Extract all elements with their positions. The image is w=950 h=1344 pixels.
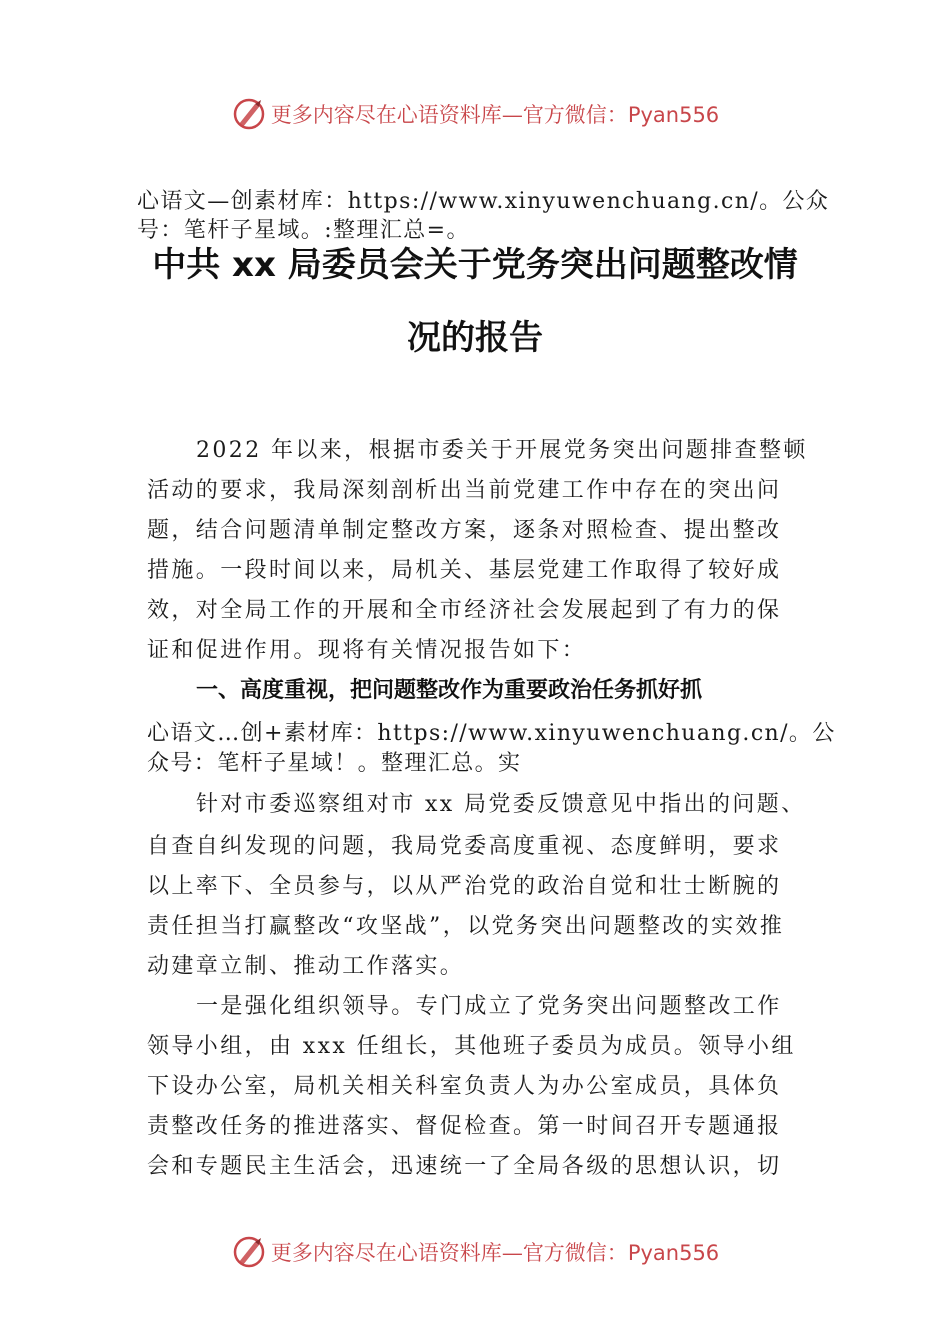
watermark-line: 号：笔杆子星域。:整理汇总=。 <box>137 218 470 243</box>
banner-wechat-id: Pyan556 <box>627 103 720 127</box>
paragraph-line: 活动的要求，我局深刻剖析出当前党建工作中存在的突出问 <box>147 478 782 503</box>
watermark-line: 心语文—创素材库：https://www.xinyuwenchuang.cn/。公众 <box>137 189 830 214</box>
paragraph-line: 动建章立制、推动工作落实。 <box>147 954 465 979</box>
watermark-line: 众号：笔杆子星域！。整理汇总。实 <box>147 751 522 776</box>
paragraph-line: 领导小组，由 xxx 任组长，其他班子委员为成员。领导小组 <box>147 1034 796 1059</box>
paragraph-line: 一是强化组织领导。专门成立了党务突出问题整改工作 <box>196 994 782 1019</box>
banner-dash: — <box>501 1241 523 1265</box>
paragraph-line: 下设办公室，局机关相关科室负责人为办公室成员，具体负 <box>147 1074 782 1099</box>
banner-wechat-id: Pyan556 <box>627 1241 720 1265</box>
banner-main-text: 更多内容尽在心语资料库 <box>270 103 502 127</box>
banner-text <box>271 1237 719 1267</box>
banner-official-label: 官方微信： <box>522 103 628 127</box>
paragraph-line: 以上率下、全员参与，以从严治党的政治自觉和壮士断腕的 <box>147 874 782 899</box>
page-title-line1: 中共 xx 局委员会关于党务突出问题整改情 <box>152 245 798 285</box>
section-heading-1: 一、高度重视，把问题整改作为重要政治任务抓好抓 <box>196 678 703 703</box>
paragraph-line: 证和促进作用。现将有关情况报告如下： <box>147 638 587 663</box>
banner-main-text: 更多内容尽在心语资料库 <box>270 1241 502 1265</box>
pen-logo-icon <box>231 96 267 132</box>
paragraph-line: 会和专题民主生活会，迅速统一了全局各级的思想认识，切 <box>147 1154 782 1179</box>
paragraph-line: 自查自纠发现的问题，我局党委高度重视、态度鲜明，要求 <box>147 834 782 859</box>
paragraph-line: 效，对全局工作的开展和全市经济社会发展起到了有力的保 <box>147 598 782 623</box>
paragraph-line: 责整改任务的推进落实、督促检查。第一时间召开专题通报 <box>147 1114 782 1139</box>
header-banner <box>0 94 950 134</box>
banner-official-label: 官方微信： <box>522 1241 628 1265</box>
paragraph-line: 题，结合问题清单制定整改方案，逐条对照检查、提出整改 <box>147 518 782 543</box>
banner-text <box>271 99 719 129</box>
paragraph-line: 责任担当打赢整改“攻坚战”，以党务突出问题整改的实效推 <box>147 914 785 939</box>
banner-dash: — <box>501 103 523 127</box>
watermark-line: 心语文…创+素材库：https://www.xinyuwenchuang.cn/。公 <box>147 721 836 746</box>
paragraph-line: 措施。一段时间以来，局机关、基层党建工作取得了较好成 <box>147 558 782 583</box>
page-title-line2: 况的报告 <box>407 318 543 358</box>
pen-logo-icon <box>231 1234 267 1270</box>
paragraph-line: 2022 年以来，根据市委关于开展党务突出问题排查整顿 <box>196 438 808 463</box>
footer-banner <box>0 1232 950 1272</box>
paragraph-line: 针对市委巡察组对市 xx 局党委反馈意见中指出的问题、 <box>196 792 806 817</box>
